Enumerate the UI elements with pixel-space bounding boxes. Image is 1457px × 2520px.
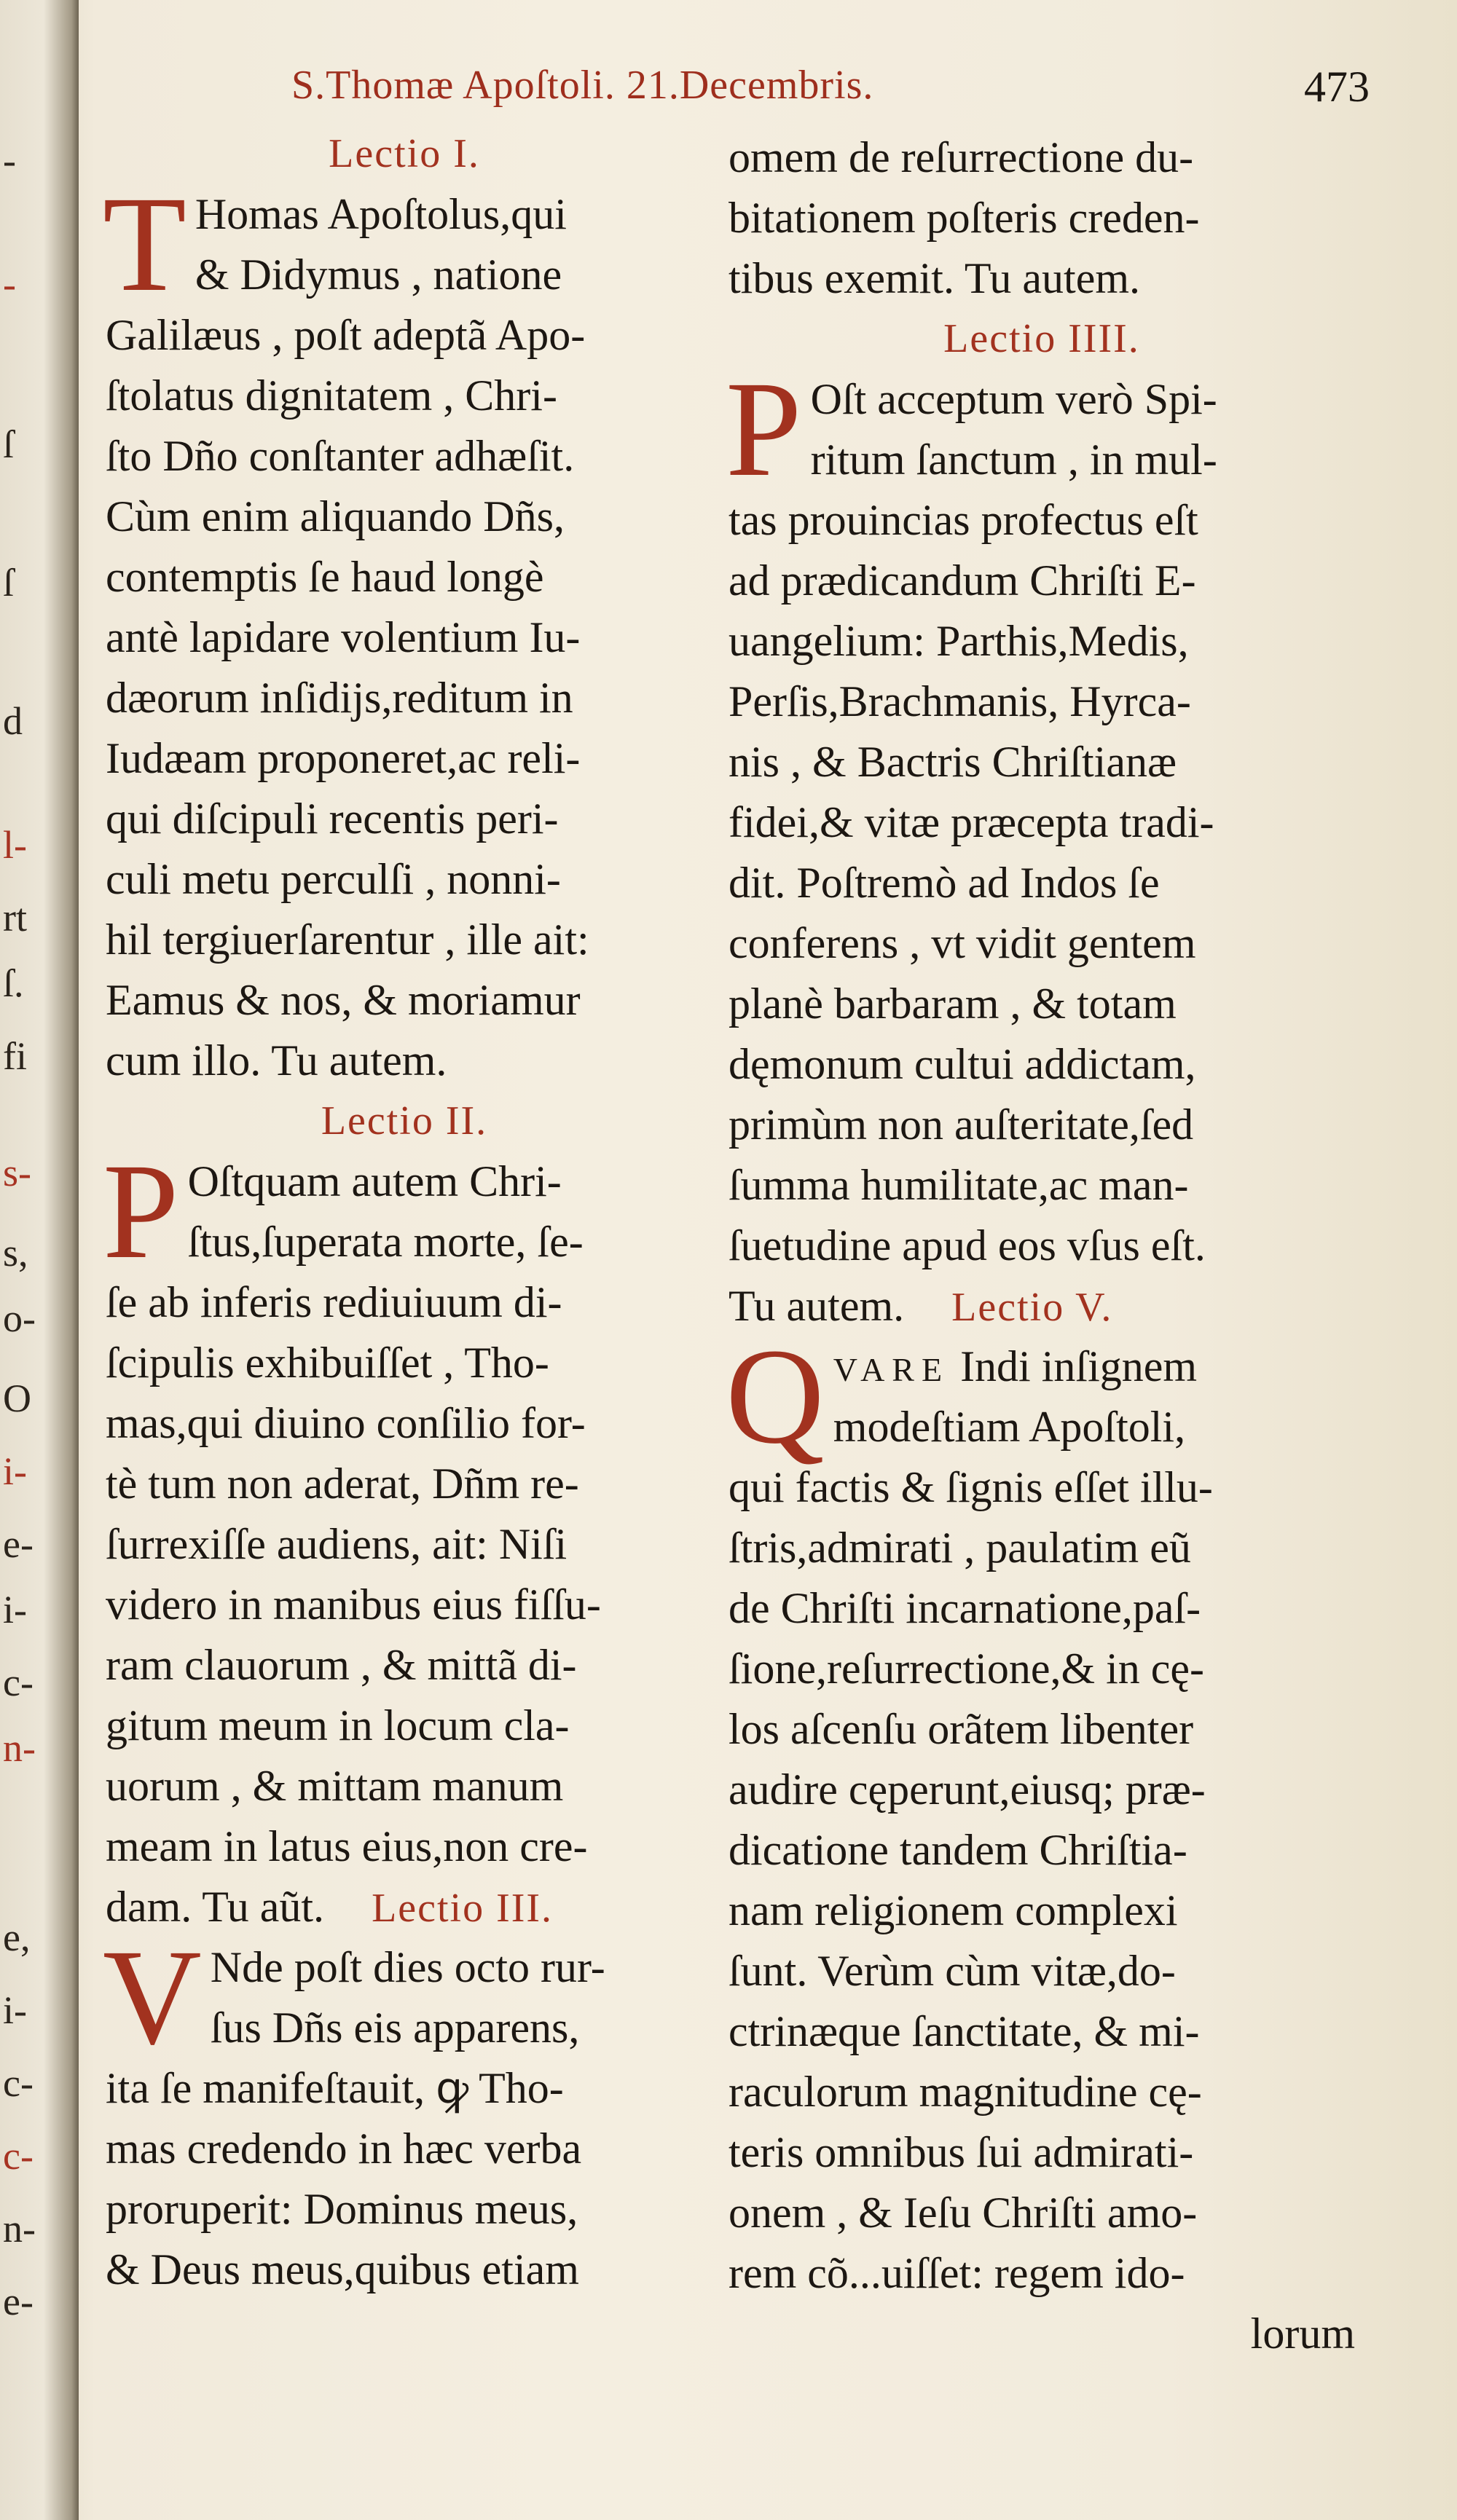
text-line: bitationem poſteris creden-: [728, 194, 1200, 242]
text-line: raculorum magnitudine cę-: [728, 2068, 1202, 2116]
catchword: lorum: [1250, 2310, 1355, 2358]
running-head-title: S.Thomæ Apoſtoli. 21.Decembris.: [291, 63, 874, 108]
margin-fragment: i-: [3, 1449, 27, 1493]
text-line: tibus exemit. Tu autem.: [728, 254, 1141, 302]
lectio-5-body: [726, 1320, 1355, 2364]
text-line: teris omnibus ſui admirati-: [728, 2128, 1194, 2176]
lectio-2-last-line: dam. Tu aũt.: [106, 1883, 325, 1931]
running-head: [291, 62, 1370, 127]
margin-fragment: O: [3, 1377, 31, 1420]
text-line: ſe ab inferis rediuiuum di-: [106, 1278, 562, 1326]
text-line: conferens , vt vidit gentem: [728, 919, 1196, 967]
margin-fragment: l-: [3, 823, 27, 867]
drop-cap-q: Q: [726, 1320, 825, 1472]
text-line: ram clauorum , & mittã di-: [106, 1641, 577, 1689]
first-line-rest: Indi inſignem: [949, 1342, 1198, 1390]
margin-fragment: n-: [3, 1726, 36, 1770]
text-line: [728, 1276, 1355, 1336]
text-line: tè tum non aderat, Dñm re-: [106, 1460, 579, 1508]
text-line: rem cõ...uiſſet: regem ido-: [728, 2249, 1185, 2297]
text-line: planè barbaram , & totam: [728, 980, 1177, 1028]
margin-fragment: s-: [3, 1151, 31, 1194]
drop-cap-v: V: [103, 1921, 202, 2073]
right-column: [728, 127, 1355, 2364]
drop-cap-p: P: [726, 353, 802, 505]
text-line: gitum meum in locum cla-: [106, 1701, 570, 1749]
margin-fragment: -: [3, 262, 16, 306]
text-line: de Chriſti incarnatione,paſ-: [728, 1584, 1201, 1632]
smallcaps-word: VARE: [833, 1351, 950, 1388]
text-line: ſtus,ſuperata morte, ſe-: [187, 1218, 584, 1266]
previous-page-edge: [3, 95, 55, 2352]
text-line: [106, 1877, 703, 1937]
margin-fragment: n-: [3, 2207, 36, 2251]
text-line: contemptis ſe haud longè: [106, 553, 544, 601]
margin-fragment: c-: [3, 1661, 34, 1704]
text-line: ita ſe manifeſtauit, ꝙ Tho-: [106, 2064, 564, 2112]
margin-fragment: ſ.: [3, 961, 24, 1005]
page-number: 473: [1304, 63, 1370, 111]
text-line: Nde poſt dies octo rur-: [210, 1943, 605, 1991]
text-line: & Didymus , natione: [195, 251, 562, 299]
text-line: omem de reſurrectione du-: [728, 133, 1194, 181]
text-line: culi metu perculſi , nonni-: [106, 855, 561, 903]
text-line: Eamus & nos, & moriamur: [106, 976, 581, 1024]
margin-fragment: d: [3, 699, 23, 743]
text-line: ſunt. Verùm cùm vitæ,do-: [728, 1947, 1176, 1995]
lectio-2-heading: Lectio II.: [321, 1098, 488, 1143]
text-line: Cùm enim aliquando Dñs,: [106, 492, 565, 540]
text-line: nam religionem complexi: [728, 1886, 1178, 1934]
text-line: & Deus meus,quibus etiam: [106, 2245, 579, 2293]
margin-fragment: i-: [3, 1588, 27, 1631]
margin-fragment: e,: [3, 1915, 31, 1959]
margin-fragment: e-: [3, 2280, 34, 2323]
text-line: hil tergiuerſarentur , ille ait:: [106, 916, 589, 964]
text-line: mas credendo in hæc verba: [106, 2125, 582, 2173]
text-line: los aſcenſu orãtem libenter: [728, 1705, 1194, 1753]
margin-fragment: ſ: [3, 561, 15, 605]
text-line: ſus Dñs eis apparens,: [210, 2004, 580, 2052]
text-line: mas,qui diuino conſilio for-: [106, 1399, 586, 1447]
text-line: qui diſcipuli recentis peri-: [106, 795, 559, 843]
text-line: onem , & Ieſu Chriſti amo-: [728, 2189, 1198, 2237]
text-line: fidei,& vitæ præcepta tradi-: [728, 798, 1214, 846]
text-line: qui factis & ſignis eſſet illu-: [728, 1463, 1213, 1511]
lectio-1-body: [103, 168, 703, 1091]
margin-fragment: fi: [3, 1034, 27, 1078]
text-line: ſto Dño conſtanter adhæſit.: [106, 432, 575, 480]
text-line: meam in latus eius,non cre-: [106, 1822, 588, 1870]
lectio-4-last-line: Tu autem.: [728, 1282, 905, 1330]
text-line: antè lapidare volentium Iu-: [106, 613, 581, 661]
text-line: dicatione tandem Chriſtia-: [728, 1826, 1187, 1874]
text-line: cum illo. Tu autem.: [106, 1036, 447, 1084]
text-line: nis , & Bactris Chriſtianæ: [728, 738, 1177, 786]
text-line: ſumma humilitate,ac man-: [728, 1161, 1189, 1209]
margin-fragment: c-: [3, 2134, 34, 2178]
text-line: tas prouincias profectus eſt: [728, 496, 1198, 544]
lectio-2-body: [103, 1135, 703, 1937]
text-line: ritum ſanctum , in mul-: [810, 436, 1217, 484]
margin-fragment: i-: [3, 1988, 27, 2032]
text-line: ſcipulis exhibuiſſet , Tho-: [106, 1339, 549, 1387]
text-line: primùm non auſteritate,ſed: [728, 1100, 1194, 1149]
text-line: ctrinæque ſanctitate, & mi-: [728, 2007, 1200, 2055]
text-line: uangelium: Parthis,Medis,: [728, 617, 1189, 665]
text-line: dit. Poſtremò ad Indos ſe: [728, 859, 1160, 907]
text-line: modeſtiam Apoſtoli,: [833, 1403, 1186, 1451]
lectio-4-body: [726, 353, 1355, 1336]
text-line: ſtolatus dignitatem , Chri-: [106, 371, 557, 420]
lectio-3-heading: Lectio III.: [372, 1886, 554, 1931]
text-line: uorum , & mittam manum: [106, 1762, 564, 1810]
text-line: ſurrexiſſe audiens, ait: Niſi: [106, 1520, 568, 1568]
margin-fragment: o-: [3, 1296, 36, 1340]
text-line: ſuetudine apud eos vſus eſt.: [728, 1221, 1206, 1269]
lectio-1-heading: Lectio I.: [329, 131, 480, 176]
text-line: proruperit: Dominus meus,: [106, 2185, 578, 2233]
text-line: audire cęperunt,eiusq; præ-: [728, 1765, 1206, 1814]
lectio-4-heading: Lectio IIII.: [943, 316, 1140, 361]
text-line: ad prædicandum Chriſti E-: [728, 556, 1196, 605]
lectio-3-body: [103, 1921, 703, 2300]
text-line: dæorum inſidijs,reditum in: [106, 674, 573, 722]
text-line: Oſtquam autem Chri-: [187, 1157, 562, 1205]
text-line: Homas Apoſtolus,qui: [195, 190, 567, 238]
text-line: videro in manibus eius fiſſu-: [106, 1580, 601, 1629]
text-line: ſione,reſurrectione,& in cę-: [728, 1645, 1205, 1693]
text-line: Iudæam proponeret,ac reli-: [106, 734, 581, 782]
drop-cap-t: T: [103, 168, 186, 320]
margin-fragment: rt: [3, 896, 27, 940]
margin-fragment: c-: [3, 2061, 34, 2105]
drop-cap-p: P: [103, 1135, 179, 1287]
left-column: [103, 124, 703, 2300]
text-line: dęmonum cultui addictam,: [728, 1040, 1196, 1088]
text-line: Galilæus , poſt adeptã Apo-: [106, 311, 586, 359]
margin-fragment: -: [3, 138, 16, 182]
text-line: Oſt acceptum verò Spi-: [810, 375, 1217, 423]
text-line: Perſis,Brachmanis, Hyrca-: [728, 677, 1191, 725]
text-line: ſtris,admirati , paulatim eũ: [728, 1524, 1191, 1572]
lectio-5-heading: Lectio V.: [951, 1285, 1113, 1330]
margin-fragment: e-: [3, 1522, 34, 1566]
margin-fragment: s,: [3, 1231, 28, 1275]
margin-fragment: ſ: [3, 422, 15, 466]
